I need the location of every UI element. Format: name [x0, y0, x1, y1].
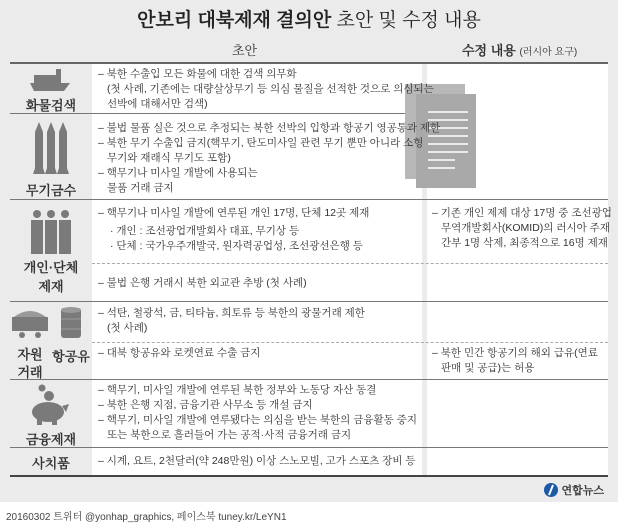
page-title: 안보리 대북제재 결의안 초안 및 수정 내용 [137, 10, 481, 31]
header-revision: 수정 내용 (러시아 요구) [462, 43, 578, 58]
row-label-luxury: 사치품 [32, 456, 70, 471]
row-label-sanctions: 개인·단체 제재 [23, 260, 79, 294]
divider [10, 301, 608, 302]
divider [10, 62, 608, 64]
row-label-cargo: 화물검색 [25, 98, 77, 113]
sanctions-text: – 핵무기나 미사일 개발에 연루된 개인 17명, 단체 12곳 제재 · 개인 : 조선광업개발회사 대표, 무기상 등 · 단체 : 국가우주개발국, 원자력공업성, 조선광선은행 등 [98, 207, 370, 252]
mine-cart-icon [10, 307, 50, 339]
divider [10, 447, 608, 448]
people-icon [30, 210, 72, 254]
luxury-text: – 시계, 요트, 2천달러(약 248만원) 이상 스노모빌, 고가 스포츠 장비 등 [98, 455, 416, 467]
logo-mark-icon [544, 483, 558, 497]
row-label-jet-fuel: 항공유 [52, 349, 90, 364]
divider [10, 199, 608, 200]
header-draft: 초안 [232, 43, 258, 58]
jet-fuel-text: – 대북 항공유와 로켓연료 수출 금지 [98, 347, 261, 359]
missile-icon [33, 122, 69, 178]
piggy-bank-icon [28, 384, 70, 426]
cargo-ship-icon [30, 67, 70, 93]
resources-text: – 석탄, 철광석, 금, 티타늄, 희토류 등 북한의 광물거래 제한 (첫 사례) [98, 307, 365, 334]
divider [10, 379, 608, 380]
cargo-text: – 북한 수출입 모든 화물에 대한 검색 의무화 (첫 사례, 기존에는 대량살상무기 등 의심 물질을 선적한 것으로 의심되는 선박에 대해서만 검색) [98, 68, 434, 110]
row-label-arms: 무기금수 [25, 183, 77, 198]
row-label-resources: 자원 거래 [17, 347, 43, 380]
row-label-finance: 금융제재 [25, 432, 77, 447]
dashed-divider [92, 342, 608, 343]
arms-text: – 불법 물품 실은 것으로 추정되는 북한 선박의 입항과 항공기 영공통과 제한 – 북한 무기 수출입 금지(핵무기, 탄도미사일 관련 무기 뿐만 아니라 소형 무기와 재래식 무기도 포함) – 핵무기나 미사일 개발에 사용되는 물품 거래 금지 [98, 122, 441, 194]
jet-fuel-revision: – 북한 민간 항공기의 해외 급유(연료 판매 및 공급)는 허용 [432, 347, 598, 374]
sanctions-text-2: – 불법 은행 거래시 북한 외교관 추방 (첫 사례) [98, 277, 307, 289]
sanctions-revision: – 기존 개인 제제 대상 17명 중 조선광업 무역개발회사(KOMID)의 러시아 주재 간부 1명 삭제, 최종적으로 16명 제재 [432, 207, 612, 249]
oil-barrel-icon [60, 306, 82, 340]
divider [10, 475, 608, 477]
finance-text: – 핵무기, 미사일 개발에 연루된 북한 정부와 노동당 자산 동결 – 북한 은행 지점, 금융기관 사무소 등 개설 금지 – 핵무기, 미사일 개발에 연루됐다는 의심을 받는 북한의 금융활동 중지 또는 북한으로 흘러들어 가는 공적·사적 금융거래 금지 [98, 384, 418, 441]
dashed-divider [92, 263, 608, 264]
yonhap-logo: 연합뉴스 [544, 482, 604, 498]
footer-credit: 20160302 트위터 @yonhap_graphics, 페이스북 tuney.kr/LeYN1 [6, 512, 287, 523]
